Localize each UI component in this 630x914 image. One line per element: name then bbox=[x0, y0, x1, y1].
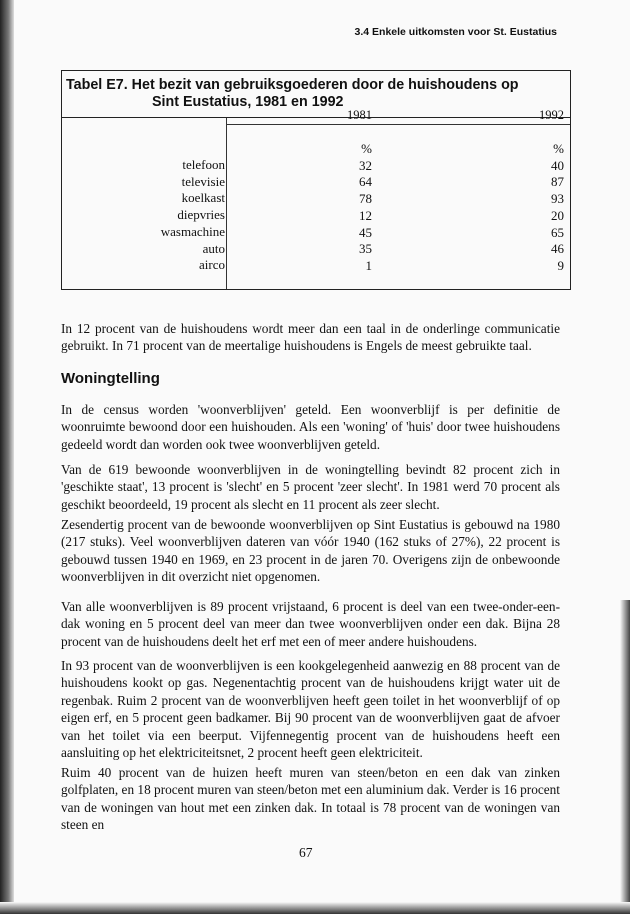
intro-paragraph: In 12 procent van de huishoudens wordt meer dan een taal in de onderlinge communicatie gebruikt. In 71 procent van de meertalige huishoudens is Engels de meest gebruikte taal. bbox=[61, 321, 560, 354]
paragraph: In de census worden 'woonverblijven' geteld. Een woonverblijf is per definitie de woonruimte bewoond door een huishouden. Als een 'woning' of 'huis' door twee huishoudens gedeeld wordt dan worden ook twee woonverblijven geteld. bbox=[61, 402, 560, 452]
value-1992: 65 bbox=[551, 224, 564, 240]
values-1981 bbox=[359, 141, 372, 275]
value-1992: 20 bbox=[551, 207, 564, 223]
table-e7 bbox=[61, 70, 571, 290]
table-title-line2: Sint Eustatius, 1981 en 1992 bbox=[152, 94, 344, 110]
row-label: koelkast bbox=[181, 190, 225, 206]
header-rule bbox=[227, 124, 570, 125]
value-1992: 40 bbox=[551, 157, 564, 173]
paragraph: Van alle woonverblijven is 89 procent vrijstaand, 6 procent is deel van een twee-onder-een-dak woning en 5 procent deel van meer dan twee woonverblijven onder een dak. Bijna 28 procent van de huishoudens deelt het erf met een of meer andere huishoudens. bbox=[61, 599, 560, 649]
running-header: 3.4 Enkele uitkomsten voor St. Eustatius bbox=[354, 26, 557, 38]
row-label: auto bbox=[202, 240, 225, 256]
column-divider bbox=[226, 118, 227, 289]
value-1981: 12 bbox=[359, 207, 372, 223]
column-header-1992: 1992 bbox=[539, 108, 564, 122]
value-1981: 32 bbox=[359, 157, 372, 173]
value-1981: 78 bbox=[359, 191, 372, 207]
values-1992 bbox=[551, 141, 564, 275]
page-number: 67 bbox=[299, 845, 313, 860]
row-labels bbox=[161, 157, 225, 274]
paragraph: Ruim 40 procent van de huizen heeft muren van steen/beton en een dak van zinken golfplaten, en 18 procent muren van steen/beton met een aluminium dak. Verder is 16 procent van de woningen van hout met een zinken dak. In totaal is 78 procent van de woningen van steen en bbox=[61, 765, 560, 833]
value-1981: 35 bbox=[359, 241, 372, 257]
value-1992: 9 bbox=[557, 257, 564, 273]
unit-label: % bbox=[553, 141, 564, 156]
table-title bbox=[62, 71, 570, 118]
value-1981: 1 bbox=[365, 257, 372, 273]
value-1981: 64 bbox=[359, 174, 372, 190]
value-1992: 46 bbox=[551, 241, 564, 257]
unit-label: % bbox=[361, 141, 372, 156]
row-label: telefoon bbox=[182, 157, 225, 172]
value-1992: 87 bbox=[551, 174, 564, 190]
value-1981: 45 bbox=[359, 224, 372, 240]
row-label: televisie bbox=[181, 173, 225, 189]
row-label: wasmachine bbox=[160, 223, 225, 239]
value-1992: 93 bbox=[551, 191, 564, 207]
column-header-1981: 1981 bbox=[347, 108, 372, 122]
scan-edge-left bbox=[0, 0, 14, 914]
row-label: airco bbox=[199, 257, 225, 273]
scan-edge-bottom bbox=[0, 902, 630, 914]
scan-edge-right bbox=[620, 600, 630, 914]
paragraph: Van de 619 bewoonde woonverblijven in de woningtelling bevindt 82 procent zich in 'geschikte staat', 13 procent is 'slecht' en 5 procent 'zeer slecht'. In 1981 werd 70 procent als geschikt beoordeeld, 19 procent als slecht en 11 procent als zeer slecht. bbox=[61, 462, 560, 512]
section-heading: Woningtelling bbox=[61, 370, 160, 387]
paragraph: Zesendertig procent van de bewoonde woonverblijven op Sint Eustatius is gebouwd na 1980 (217 stuks). Veel woonverblijven dateren van vóór 1940 (162 stuks of 27%), 22 procent is gebouwd tussen 1940 en 1969, en 23 procent in de jaren 70. Overigens zijn de onbewoonde woonverblijven in dit overzicht niet opgenomen. bbox=[61, 517, 560, 585]
row-label: diepvries bbox=[177, 207, 225, 223]
table-title-line1: Tabel E7. Het bezit van gebruiksgoederen door de huishoudens op bbox=[66, 77, 519, 93]
paragraph: In 93 procent van de woonverblijven is een kookgelegenheid aanwezig en 88 procent van de huishoudens kookt op gas. Negenentachtig procent van de huishoudens krijgt water uit de regenbak. Ruim 2 procent van de woonverblijven heeft geen toilet in het woonverblijf of op eigen erf, en 5 procent geen badkamer. Bij 90 procent van de woonverblijven gaat de afvoer van het toilet via een beerput. Vijfennegentig procent van de huishoudens heeft een aansluiting op het elektriciteitsnet, 2 procent heeft geen elektriciteit. bbox=[61, 658, 560, 761]
